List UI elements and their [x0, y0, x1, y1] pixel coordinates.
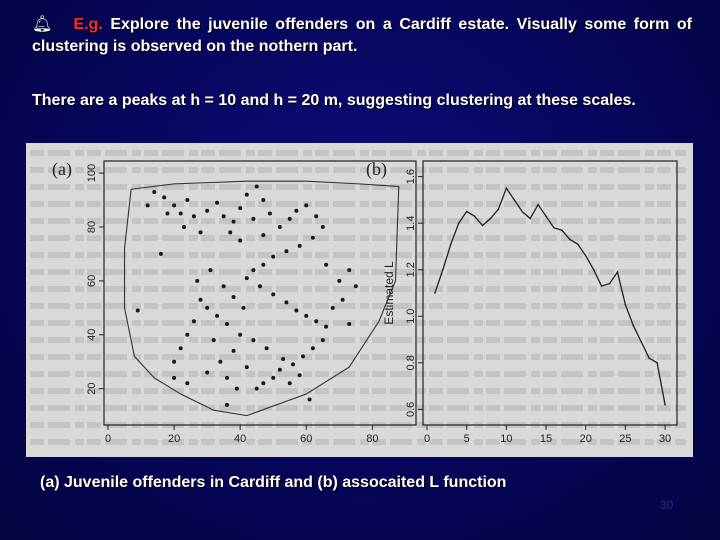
offender-point: [255, 387, 259, 391]
offender-point: [232, 349, 236, 353]
y-tick-label: 1.0: [405, 308, 417, 324]
l-function-point: [656, 362, 658, 364]
l-function-point: [537, 204, 539, 206]
x-tick-label: 20: [579, 433, 592, 445]
l-function-point: [490, 218, 492, 220]
x-tick-label: 10: [500, 433, 513, 445]
offender-point: [205, 209, 209, 213]
offender-point: [212, 338, 216, 342]
offender-point: [238, 333, 242, 337]
offender-point: [268, 212, 272, 216]
offender-point: [314, 319, 318, 323]
offender-point: [225, 403, 229, 407]
offender-point: [291, 362, 295, 366]
offender-point: [238, 206, 242, 210]
offender-point: [271, 292, 275, 296]
offender-point: [337, 279, 341, 283]
offender-point: [278, 225, 282, 229]
offender-point: [308, 397, 312, 401]
offender-point: [265, 346, 269, 350]
l-function-point: [585, 255, 587, 257]
offender-point: [185, 381, 189, 385]
offender-point: [172, 360, 176, 364]
offender-point: [255, 185, 259, 189]
l-function-point: [664, 404, 666, 406]
offender-point: [241, 306, 245, 310]
offender-point: [321, 338, 325, 342]
l-function-ylabel: Estimated L: [382, 261, 396, 325]
offender-point: [225, 322, 229, 326]
offender-point: [331, 306, 335, 310]
offender-point: [288, 217, 292, 221]
offender-point: [251, 217, 255, 221]
x-tick-label: 80: [366, 433, 379, 445]
offender-point: [182, 225, 186, 229]
offender-point: [136, 309, 140, 313]
x-tick-label: 5: [463, 433, 470, 445]
l-function-point: [434, 292, 436, 294]
offender-point: [298, 373, 302, 377]
slide-number: 30: [660, 498, 674, 512]
offender-point: [294, 209, 298, 213]
l-function-point: [513, 199, 515, 201]
l-function-point: [625, 304, 627, 306]
l-function-point: [529, 218, 531, 220]
l-function-point: [458, 222, 460, 224]
x-tick-label: 30: [658, 433, 672, 445]
l-function-point: [569, 239, 571, 241]
l-function-point: [482, 225, 484, 227]
l-function-point: [442, 269, 444, 271]
y-tick-label: 1.6: [405, 168, 417, 185]
offender-point: [261, 381, 265, 385]
offender-point: [152, 190, 156, 194]
offender-point: [311, 346, 315, 350]
l-function-point: [553, 227, 555, 229]
l-function-point: [577, 243, 579, 245]
convex-hull: [125, 181, 399, 415]
l-function-point: [648, 357, 650, 359]
x-tick-label: 20: [167, 433, 181, 445]
y-tick-label: 60: [86, 274, 98, 287]
figure-svg: [26, 143, 693, 457]
l-function-point: [617, 271, 619, 273]
offender-point: [354, 284, 358, 288]
l-function-point: [450, 243, 452, 245]
offender-point: [245, 193, 249, 197]
y-tick-label: 80: [86, 220, 98, 234]
offender-point: [294, 309, 298, 313]
peaks-paragraph: There are a peaks at h = 10 and h = 20 m, suggesting clustering at these scales.: [32, 92, 636, 109]
eg-label: E.g.: [73, 16, 103, 33]
offender-point: [324, 325, 328, 329]
offender-point: [304, 203, 308, 207]
offender-point: [301, 354, 305, 358]
offender-point: [284, 300, 288, 304]
offender-point: [205, 306, 209, 310]
scanned-text-background: [30, 153, 686, 442]
offender-point: [215, 314, 219, 318]
x-tick-label: 15: [539, 433, 553, 445]
l-function-point: [561, 229, 563, 231]
offender-point: [261, 198, 265, 202]
offender-point: [185, 198, 189, 202]
l-function-point: [466, 211, 468, 213]
offender-point: [261, 233, 265, 237]
offender-point: [205, 370, 209, 374]
offender-point: [215, 201, 219, 205]
offender-point: [192, 214, 196, 218]
y-tick-label: 20: [86, 382, 98, 395]
offender-point: [261, 263, 265, 267]
l-function-point: [633, 325, 635, 327]
l-function-point: [521, 211, 523, 213]
offender-point: [284, 249, 288, 253]
figure-caption: (a) Juvenile offenders in Cardiff and (b) assocaited L function: [40, 474, 507, 491]
offender-point: [347, 268, 351, 272]
offender-point: [324, 263, 328, 267]
offender-point: [271, 255, 275, 259]
offender-point: [278, 368, 282, 372]
offender-point: [179, 212, 183, 216]
scatter-frame: [104, 161, 416, 425]
offender-point: [245, 365, 249, 369]
y-tick-label: 100: [86, 163, 98, 183]
l-function-point: [640, 341, 642, 343]
l-function-point: [474, 215, 476, 217]
offender-point: [281, 357, 285, 361]
l-function-point: [506, 187, 508, 189]
slide-heading: [32, 14, 692, 58]
x-tick-label: 25: [619, 433, 632, 445]
offender-point: [222, 214, 226, 218]
offender-point: [199, 298, 203, 302]
heading-text: Explore the juvenile offenders on a Cardiff estate. Visually some form of clustering is observed on the nothern part.: [32, 16, 693, 55]
l-function-panel-label: (b): [366, 159, 387, 179]
offender-point: [347, 322, 351, 326]
offender-point: [225, 376, 229, 380]
offender-point: [146, 203, 150, 207]
offender-point: [288, 381, 292, 385]
offender-point: [314, 214, 318, 218]
y-tick-label: 40: [86, 328, 98, 341]
l-function-point: [545, 215, 547, 217]
offender-point: [298, 244, 302, 248]
offender-point: [321, 225, 325, 229]
x-tick-label: 0: [104, 433, 112, 445]
offender-point: [232, 295, 236, 299]
l-function-frame: [423, 161, 677, 425]
figure: [26, 143, 693, 457]
offender-point: [304, 314, 308, 318]
slide-bullet-icon: 🔔︎: [32, 16, 56, 33]
offender-point: [251, 338, 255, 342]
offender-point: [245, 276, 249, 280]
offender-point: [251, 268, 255, 272]
offender-point: [311, 236, 315, 240]
l-function-point: [601, 285, 603, 287]
offender-point: [162, 195, 166, 199]
offender-point: [235, 387, 239, 391]
offender-point: [222, 284, 226, 288]
l-function-point: [593, 269, 595, 271]
offender-point: [232, 220, 236, 224]
offender-point: [185, 333, 189, 337]
offender-point: [199, 230, 203, 234]
offender-point: [238, 238, 242, 242]
offender-point: [172, 376, 176, 380]
offender-point: [271, 376, 275, 380]
offender-point: [341, 298, 345, 302]
offender-point: [159, 252, 163, 256]
scatter-panel-label: (a): [52, 159, 72, 179]
offender-point: [228, 230, 232, 234]
x-tick-label: 40: [234, 433, 247, 445]
offender-point: [208, 268, 212, 272]
y-tick-label: 0.8: [405, 355, 417, 371]
offender-point: [258, 284, 262, 288]
offender-point: [179, 346, 183, 350]
offender-point: [172, 203, 176, 207]
y-tick-label: 1.2: [405, 262, 417, 278]
y-tick-label: 0.6: [405, 401, 417, 418]
offender-point: [218, 360, 222, 364]
x-tick-label: 60: [300, 433, 313, 445]
x-tick-label: 0: [423, 433, 431, 445]
offender-point: [165, 212, 169, 216]
y-tick-label: 1.4: [405, 215, 417, 231]
l-function-point: [498, 208, 500, 210]
offender-point: [192, 319, 196, 323]
offender-point: [195, 279, 199, 283]
l-function-point: [609, 283, 611, 285]
